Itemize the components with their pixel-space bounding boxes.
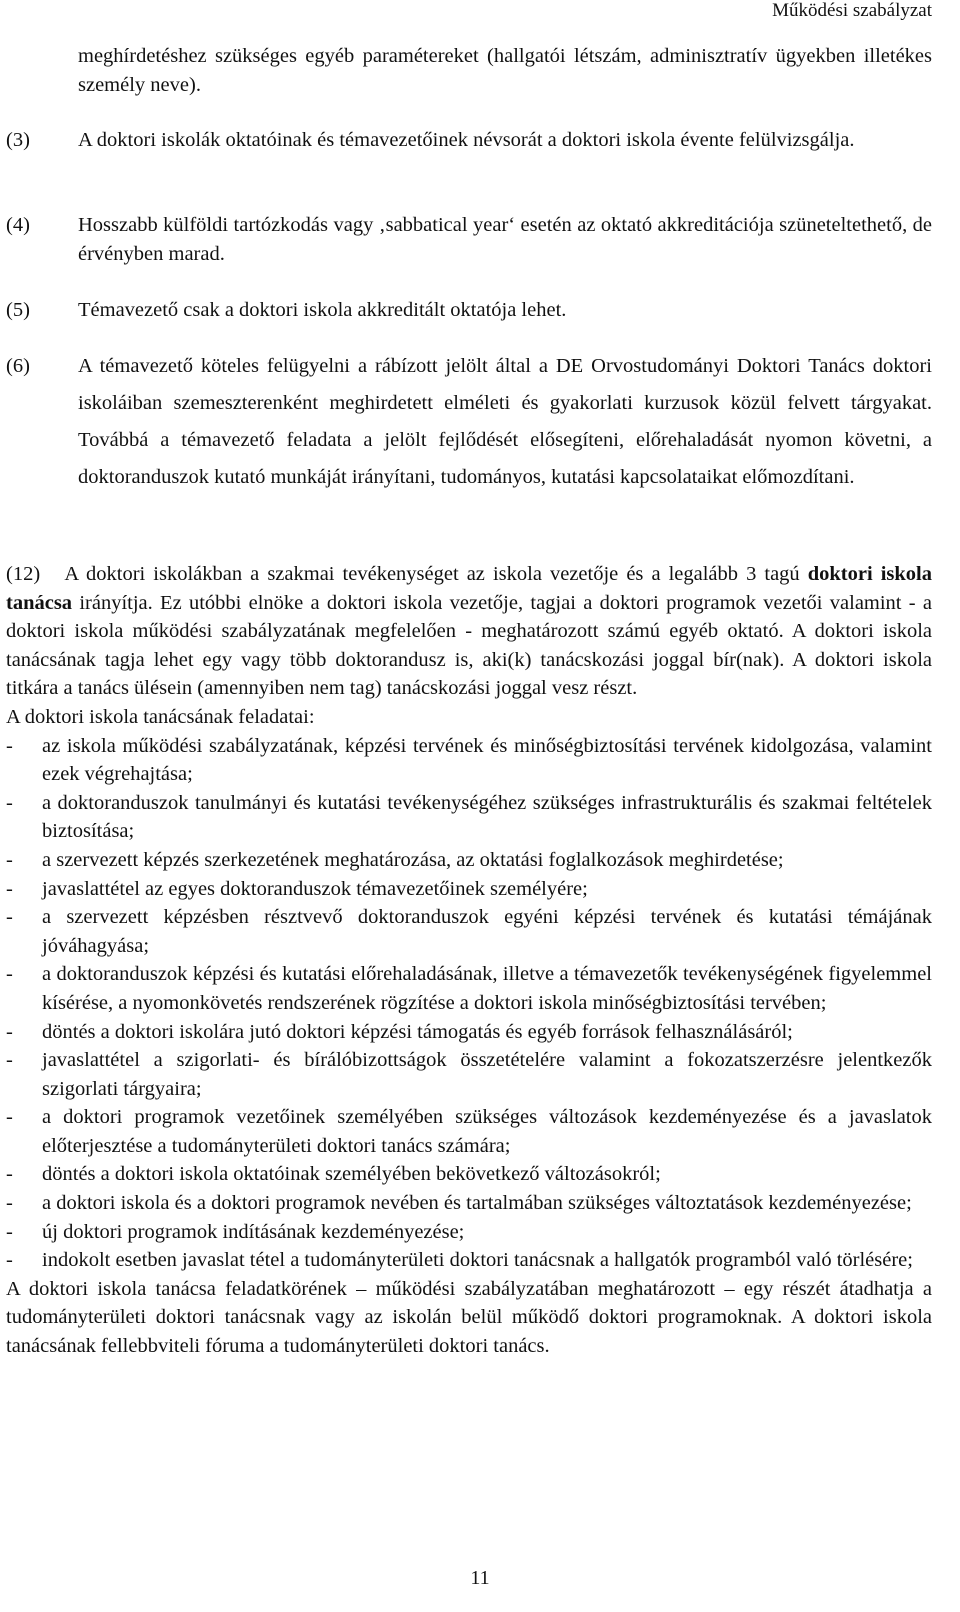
- list-item: [6, 960, 932, 1017]
- paragraph-number: (5): [6, 299, 30, 321]
- list-title: A doktori iskola tanácsának feladatai:: [6, 705, 315, 728]
- section-12-intro: [6, 560, 932, 703]
- paragraph-text: Témavezető csak a doktori iskola akkreditált oktatója lehet.: [78, 299, 567, 321]
- dash-marker: -: [6, 1192, 13, 1215]
- list-item: [6, 789, 932, 846]
- dash-marker: -: [6, 906, 13, 929]
- dash-marker: -: [6, 734, 13, 757]
- list-item: [6, 903, 932, 960]
- paragraph-indent: [6, 42, 78, 100]
- list-item: [6, 732, 932, 789]
- dash-marker: -: [6, 1220, 13, 1243]
- list-item-text: a doktoranduszok tanulmányi és kutatási tevékenységéhez szükséges infrastrukturális és szakmai feltételek biztosítása;: [42, 791, 932, 843]
- continuation-paragraph: [6, 42, 932, 100]
- list-item: [6, 1018, 932, 1047]
- section-number: (12): [6, 563, 41, 585]
- paragraph-text: A doktori iskolák oktatóinak és témavezetőinek névsorát a doktori iskola évente felülvizsgálja.: [78, 129, 855, 151]
- list-item-text: az iskola működési szabályzatának, képzési tervének és minőségbiztosítási tervének kidolgozása, valamint ezek végrehajtása;: [42, 734, 932, 786]
- list-item-text: a doktori programok vezetőinek személyében szükséges változások kezdeményezése és a javaslatok előterjesztése a tudományterületi doktori tanács számára;: [42, 1106, 932, 1157]
- paragraph-text: A témavezető köteles felügyelni a rábízott jelölt által a DE Orvostudományi Doktori Tanács doktori iskoláiban szemeszterenként meghirdetett elméleti és gyakorlati kurzusok közül felvett tárgyakat. Továbbá a témavezető feladata a jelölt fejlődését elősegíteni, előrehaladását nyomon követni, a doktoranduszok kutató munkáját irányítani, tudományos, kutatási kapcsolataikat előmozdítani.: [78, 355, 932, 488]
- list-item-text: javaslattétel a szigorlati- és bírálóbizottságok összetételére valamint a fokozatszerzésre jelentkezők szigorlati tárgyaira;: [42, 1049, 932, 1100]
- list-item-text: döntés a doktori iskola oktatóinak személyében bekövetkező változásokról;: [42, 1163, 661, 1186]
- dash-marker: -: [6, 1249, 13, 1272]
- list-item: [6, 1246, 932, 1275]
- list-item: [6, 1160, 932, 1189]
- paragraph-number: (3): [6, 129, 30, 151]
- dash-marker: -: [6, 1020, 13, 1043]
- list-item: [6, 846, 932, 875]
- list-item-text: a szervezett képzés szerkezetének meghatározása, az oktatási foglalkozások meghirdetése;: [42, 848, 784, 871]
- dash-marker: -: [6, 1049, 13, 1072]
- list-item: [6, 1189, 932, 1218]
- section-body-text: irányítja. Ez utóbbi elnöke a doktori iskola vezetője, tagjai a doktori programok vezetői valamint - a doktori iskola működési szabályzatának megfelelően - meghatározott számú egyéb oktató. A doktori iskola tanácsának tagja lehet egy vagy több doktorandusz is, aki(k) tanácskozási joggal bír(nak). A doktori iskola titkára a tanács ülésein (amennyiben nem tag) tanácskozási joggal vesz részt.: [6, 591, 932, 700]
- task-list: [6, 732, 932, 1275]
- paragraph-5: [6, 296, 932, 325]
- paragraph-number: (4): [6, 214, 30, 236]
- paragraph-3: [6, 126, 932, 155]
- list-item-text: a doktoranduszok képzési és kutatási előrehaladásának, illetve a témavezetők tevékenységének figyelemmel kísérése, a nyomonkövetés rendszerének rögzítése a doktori iskola minőségbiztosítási tervében;: [42, 963, 932, 1014]
- dash-marker: -: [6, 791, 13, 814]
- list-item: [6, 1218, 932, 1247]
- paragraph-4: [6, 211, 932, 269]
- dash-marker: -: [6, 963, 13, 986]
- page-number: 11: [470, 1567, 490, 1589]
- list-item-text: a szervezett képzésben résztvevő doktoranduszok egyéni képzési tervének és kutatási témájának jóváhagyása;: [42, 906, 932, 957]
- bold-term: doktori iskola tanácsa: [6, 563, 932, 614]
- list-item: [6, 1103, 932, 1160]
- list-item-text: a doktori iskola és a doktori programok nevében és tartalmában szükséges változtatások kezdeményezése;: [42, 1192, 912, 1215]
- section-intro-text: A doktori iskolákban a szakmai tevékenységet az iskola vezetője és a legalább 3 tagú: [64, 563, 800, 585]
- running-header: Működési szabályzat: [772, 0, 932, 21]
- list-item-text: indokolt esetben javaslat tétel a tudományterületi doktori tanácsnak a hallgatók programból való törlésére;: [42, 1249, 913, 1272]
- list-item-text: új doktori programok indításának kezdeményezése;: [42, 1220, 465, 1243]
- dash-marker: -: [6, 1163, 13, 1186]
- dash-marker: -: [6, 848, 13, 871]
- section-12: [6, 560, 932, 1361]
- paragraph-number: (6): [6, 355, 30, 377]
- list-item-text: döntés a doktori iskolára jutó doktori képzési támogatás és egyéb források felhasználásáról;: [42, 1020, 793, 1043]
- list-item: [6, 875, 932, 904]
- paragraph-text: meghírdetéshez szükséges egyéb paramétereket (hallgatói létszám, adminisztratív ügyekben illetékes személy neve).: [78, 45, 932, 96]
- list-item: [6, 1046, 932, 1103]
- paragraph-text: Hosszabb külföldi tartózkodás vagy ‚sabbatical year‘ esetén az oktató akkreditációja szüneteltethető, de érvényben marad.: [78, 214, 932, 265]
- list-item-text: javaslattétel az egyes doktoranduszok témavezetőinek személyére;: [42, 877, 588, 900]
- paragraph-6: [6, 348, 932, 496]
- closing-paragraph: A doktori iskola tanácsa feladatkörének – működési szabályzatában meghatározott – egy részét átadhatja a tudományterületi doktori tanácsnak vagy az iskolán belül működő doktori programoknak. A doktori iskola tanácsának fellebbviteli fóruma a tudományterületi doktori tanács.: [6, 1277, 932, 1358]
- dash-marker: -: [6, 1106, 13, 1129]
- dash-marker: -: [6, 877, 13, 900]
